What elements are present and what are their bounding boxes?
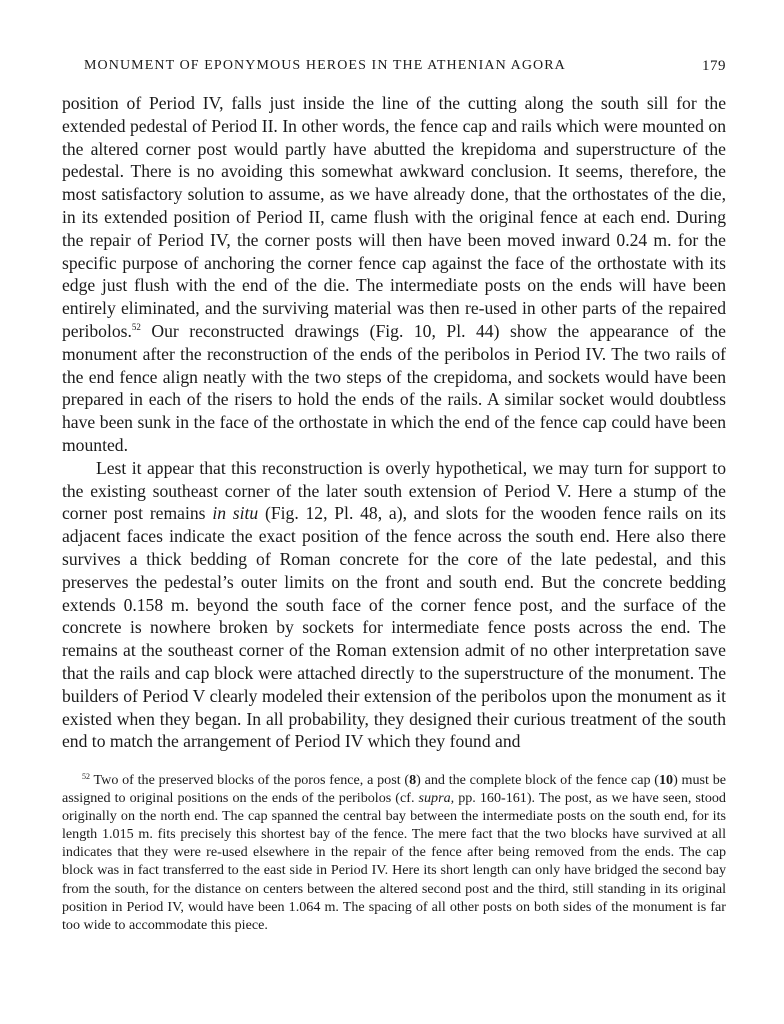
paragraph-1-text-a: position of Period IV, falls just inside the line of the cutting along the south sill for the extended pedestal of Period II. In other words, the fence cap and rails which were mounted on the altered corner post would partly have abutted the krepidoma and superstructure of the pedestal. There is no avoiding this somewhat awkward conclusion. It seems, therefore, the most satisfactory solution to assume, as we have already done, that the orthostates of the die, in its extended position of Period II, came flush with the original fence at each end. During the repair of Period IV, the corner posts will then have been moved inward 0.24 m. for the specific purpose of anchoring the corner fence cap against the face of the orthostate with its edge just flush with the end of the die. The intermediate posts on the ends will have been entirely eliminated, and the surviving material was then re-used in other parts of the repaired peribolos. [62, 93, 726, 341]
footnote-text-4: pp. 160-161). The post, as we have seen, stood originally on the north end. The cap spanned the central bay between the intermediate posts on the south end, for its length 1.015 m. fits precisely this shortest bay of the fence. The mere fact that the two blocks have survived at all indicates that they were re-used elsewhere in the repair of the fence after being removed from the ends. The cap block was in fact transferred to the east side in Period IV. Here its short length can only have bridged the second bay from the south, for the distance on centers between the altered second post and the third, still standing in its original position in Period IV, would have been 1.064 m. The spacing of all other posts on both sides of the monument is far too wide to accommodate this piece. [62, 790, 726, 933]
main-text [62, 92, 726, 753]
footnote-text-2: ) and the complete block of the fence cap ( [416, 772, 659, 788]
paragraph-2-text-a: Lest it appear that this reconstruction is overly hypothetical, we may turn for support to the existing southeast corner of the later south extension of Period V. Here a stump of the corner post remains [62, 457, 726, 524]
paragraph-1 [62, 92, 726, 457]
footnote-text-3: ) must be assigned to original positions on the ends of the peribolos (cf. [62, 772, 727, 807]
footnote [62, 771, 726, 934]
running-title: MONUMENT OF EPONYMOUS HEROES IN THE ATHENIAN AGORA [84, 58, 566, 73]
footnote-number: 52 [82, 772, 90, 781]
footnote-bold-1: 8 [409, 772, 417, 788]
footnote-italic-1: supra, [418, 790, 455, 807]
paragraph-2-italic: in situ [212, 503, 259, 524]
footnote-text-1: Two of the preserved blocks of the poros fence, a post ( [90, 772, 410, 788]
footnote-reference: 52 [131, 321, 141, 332]
footnote-52 [62, 771, 726, 934]
paragraph-2 [62, 457, 726, 753]
running-header [62, 58, 726, 80]
footnote-bold-2: 10 [658, 772, 674, 788]
paragraph-2-text-b: (Fig. 12, Pl. 48, a), and slots for the wooden fence rails on its adjacent faces indicate the exact position of the fence across the south end. Here also there survives a thick bedding of Roman concrete for the core of the late pedestal, and this preserves the pedestal’s outer limits on the front and south end. But the concrete bedding extends 0.158 m. beyond the south face of the corner fence post, and the surface of the concrete is nowhere broken by sockets for intermediate fence posts across the end. The remains at the southeast corner of the Roman extension admit of no other interpretation save that the rails and cap block were attached directly to the superstructure of the monument. The builders of Period V clearly modeled their extension of the peribolos upon the monument as it existed when they began. In all probability, they designed their curious treatment of the south end to match the arrangement of Period IV which they found and [62, 503, 726, 752]
page-number: 179 [702, 58, 726, 74]
paragraph-1-text-b: Our reconstructed drawings (Fig. 10, Pl. 44) show the appearance of the monument after the reconstruction of the ends of the peribolos in Period IV. The two rails of the end fence align neatly with the two steps of the crepidoma, and sockets would have been prepared in each of the risers to hold the ends of the rails. A similar socket would doubtless have been sunk in the face of the orthostate in which the end of the fence cap could have been mounted. [62, 320, 726, 455]
